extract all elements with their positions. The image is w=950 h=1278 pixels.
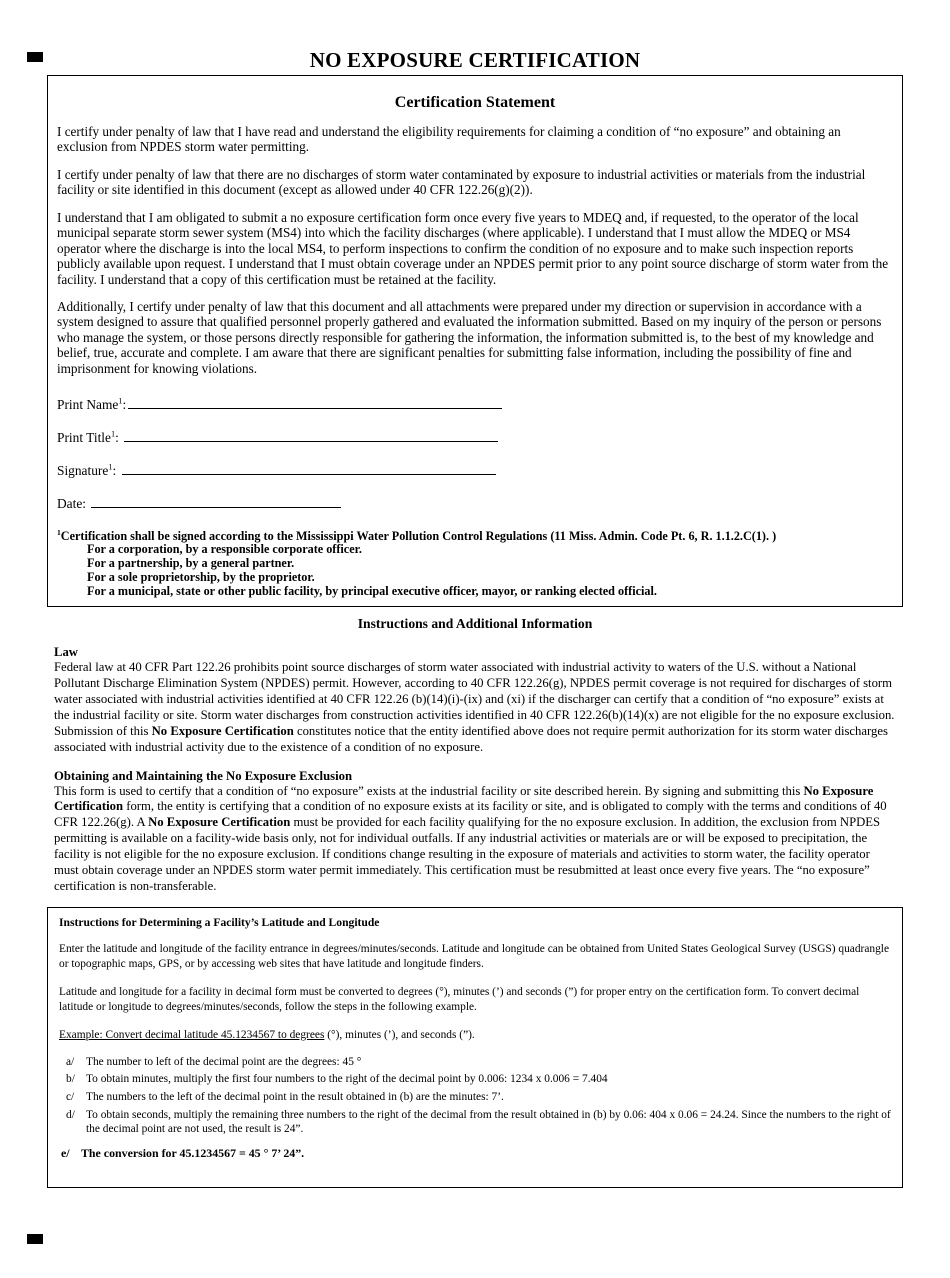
footnote-marker: 1	[57, 528, 61, 538]
print-title-label: Print Title$^1$:	[57, 429, 123, 446]
print-name-field	[57, 396, 893, 414]
obtaining-heading: Obtaining and Maintaining the No Exposure Exclusion	[54, 768, 352, 783]
footnote-item-municipal: For a municipal, state or other public facility, by principal executive officer, mayor, or ranking elected official.	[87, 583, 657, 598]
step-b: b/ To obtain minutes, multiply the first four numbers to the right of the decimal point by 0.006: 1234 x 0.006 = 7.404	[66, 1073, 608, 1086]
step-a: a/ The number to left of the decimal point are the degrees: 45 °	[66, 1055, 362, 1068]
document-page	[0, 48, 950, 1278]
footnote-main: $^1$Certification shall be signed according to the Mississippi Water Pollution Control Regulations (11 Miss. Admin. Code Pt. 6, R. 1.1.2.C(1). )	[57, 528, 777, 544]
certification-paragraph-3: I understand that I am obligated to submit a no exposure certification form once every five years to MDEQ and, if requested, to the operator of the local municipal separate storm sewer system (MS4) into which the facility discharges (where applicable). I understand that I must allow the MDEQ or MS4 operator where the discharge is into the local MS4, to perform inspections to confirm the condition of no exposure and to make such inspection reports publicly available upon request. I understand that I must obtain coverage under an NPDES permit prior to any point source discharge of storm water from the facility. I understand that a copy of this certification must be retained at the facility.	[57, 209, 889, 287]
print-title-field	[57, 429, 893, 447]
footnote-item-partnership: For a partnership, by a general partner.	[87, 555, 295, 570]
print-title-line[interactable]	[124, 429, 498, 442]
certification-heading: Certification Statement	[394, 94, 556, 111]
footnote-item-proprietorship: For a sole proprietorship, by the proprietor.	[87, 569, 315, 584]
latlong-heading: Instructions for Determining a Facility’s Latitude and Longitude	[59, 915, 380, 929]
law-paragraph: Federal law at 40 CFR Part 122.26 prohibits point source discharges of storm water associated with industrial activity to waters of the U.S. without a National Pollutant Discharge Elimination System (NPDES) permit. However, according to 40 CFR 122.26(g), NPDES permit coverage is not required for discharges of storm water associated with industrial activities identified at 40 CFR 122.26 (b)(14)(i)-(ix) and (xi) if the discharger can certify that a condition of “no exposure” exists at the industrial facility or site. Storm water discharges from construction activities identified in 40 CFR 122.26(b)(14)(x) are not eligible for the no exposure exclusion. Submission of this No Exposure Certification constitutes notice that the entity identified above does not require permit authorization for its storm water discharges associated with industrial activity due to the existence of a condition of no exposure.	[54, 660, 895, 754]
signature-label: Signature$^1$:	[57, 462, 120, 479]
obtaining-paragraph: This form is used to certify that a condition of “no exposure” exists at the industrial facility or site described herein. By signing and submitting this No Exposure Certification form, the entity is certifying that a condition of no exposure exists at its facility or site, and is obligated to comply with the terms and conditions of 40 CFR 122.26(g). A No Exposure Certification must be provided for each facility qualifying for the no exposure exclusion. In addition, the exclusion from NPDES permitting is available on a facility-wide basis only, not for individual outfalls. If any industrial activities or materials are or will be exposed to precipitation, the facility is not eligible for the no exposure exclusion. If conditions change resulting in the exposure of materials and activities to storm water, the facility operator must obtain coverage under an NPDES storm water permit immediately. This certification must be resubmitted at least once every five years. The “no exposure” certification is non-transferable.	[54, 783, 887, 893]
scan-mark-top	[27, 52, 43, 62]
date-label: Date:	[57, 496, 90, 512]
signature-field	[57, 462, 893, 480]
no-exposure-certification-bold: No Exposure Certification	[148, 815, 291, 830]
footnote-reference: 1	[110, 429, 116, 439]
scan-mark-bottom	[27, 1234, 43, 1244]
certification-paragraph-2: I certify under penalty of law that there are no discharges of storm water contaminated by exposure to industrial activities or materials from the industrial facility or site identified in this document (except as allowed under 40 CFR 122.26(g)(2)).	[57, 166, 866, 198]
print-name-label: Print Name$^1$:	[57, 396, 127, 413]
print-name-line[interactable]	[128, 396, 502, 409]
footnote-item-corporation: For a corporation, by a responsible corporate officer.	[87, 542, 362, 557]
page-title: NO EXPOSURE CERTIFICATION	[309, 48, 641, 72]
certification-statement-box	[47, 75, 903, 607]
signature-line[interactable]	[122, 462, 496, 475]
step-c: c/ The numbers to the left of the decimal point in the result obtained in (b) are the minutes: 7’.	[66, 1091, 504, 1104]
footnote-reference: 1	[108, 462, 113, 472]
signature-fields	[57, 396, 893, 513]
date-field	[57, 495, 893, 513]
instructions-body	[54, 645, 896, 894]
no-exposure-certification-bold: No Exposure Certification	[54, 783, 874, 814]
latlong-paragraph-2: Latitude and longitude for a facility in decimal form must be converted to degrees (°), minutes (’) and seconds (”) for proper entry on the certification form. To convert decimal latitude or longitude to degrees/minutes/seconds, follow the steps in the following example.	[59, 985, 860, 1013]
step-e: e/ The conversion for 45.1234567 = 45 ° 7’ 24”.	[61, 1145, 305, 1160]
latlong-example-line: Example: Convert decimal latitude 45.1234567 to degrees (°), minutes (’), and seconds (”).	[59, 1028, 475, 1041]
step-d: d/ To obtain seconds, multiply the remaining three numbers to the right of the decimal from the result obtained in (b) by 0.06: 404 x 0.06 = 24.24. Since the numbers to the right of the decimal point are not used, the result is 24”.	[66, 1108, 891, 1136]
footnote-reference: 1	[118, 396, 123, 406]
no-exposure-certification-bold: No Exposure Certification	[151, 723, 294, 738]
certification-paragraph-4: Additionally, I certify under penalty of law that this document and all attachments were prepared under my direction or supervision in accordance with a system designed to assure that qualified personnel properly gathered and evaluated the information submitted. Based on my inquiry of the person or persons who manage the system, or those persons directly responsible for gathering the information, the information submitted is, to the best of my knowledge and belief, true, accurate and complete. I am aware that there are significant penalties for submitting false information, including the possibility of fine and imprisonment for knowing violations.	[57, 298, 882, 376]
latitude-longitude-instructions-box	[47, 907, 903, 1188]
date-line[interactable]	[91, 495, 341, 508]
certification-footnote	[57, 529, 893, 598]
law-heading: Law	[54, 645, 78, 660]
instructions-heading: Instructions and Additional Information	[357, 616, 593, 632]
certification-paragraph-1: I certify under penalty of law that I have read and understand the eligibility requirements for claiming a condition of “no exposure” and obtaining an exclusion from NPDES storm water permitting.	[57, 124, 841, 155]
latlong-paragraph-1: Enter the latitude and longitude of the facility entrance in degrees/minutes/seconds. Latitude and longitude can be obtained from United States Geological Survey (USGS) quadrangle or topographic maps, GPS, or by accessing web sites that have latitude and longitude finders.	[59, 942, 890, 970]
example-underlined-text: Example: Convert decimal latitude 45.1234567 to degrees	[59, 1028, 325, 1041]
conversion-steps	[61, 1055, 891, 1161]
